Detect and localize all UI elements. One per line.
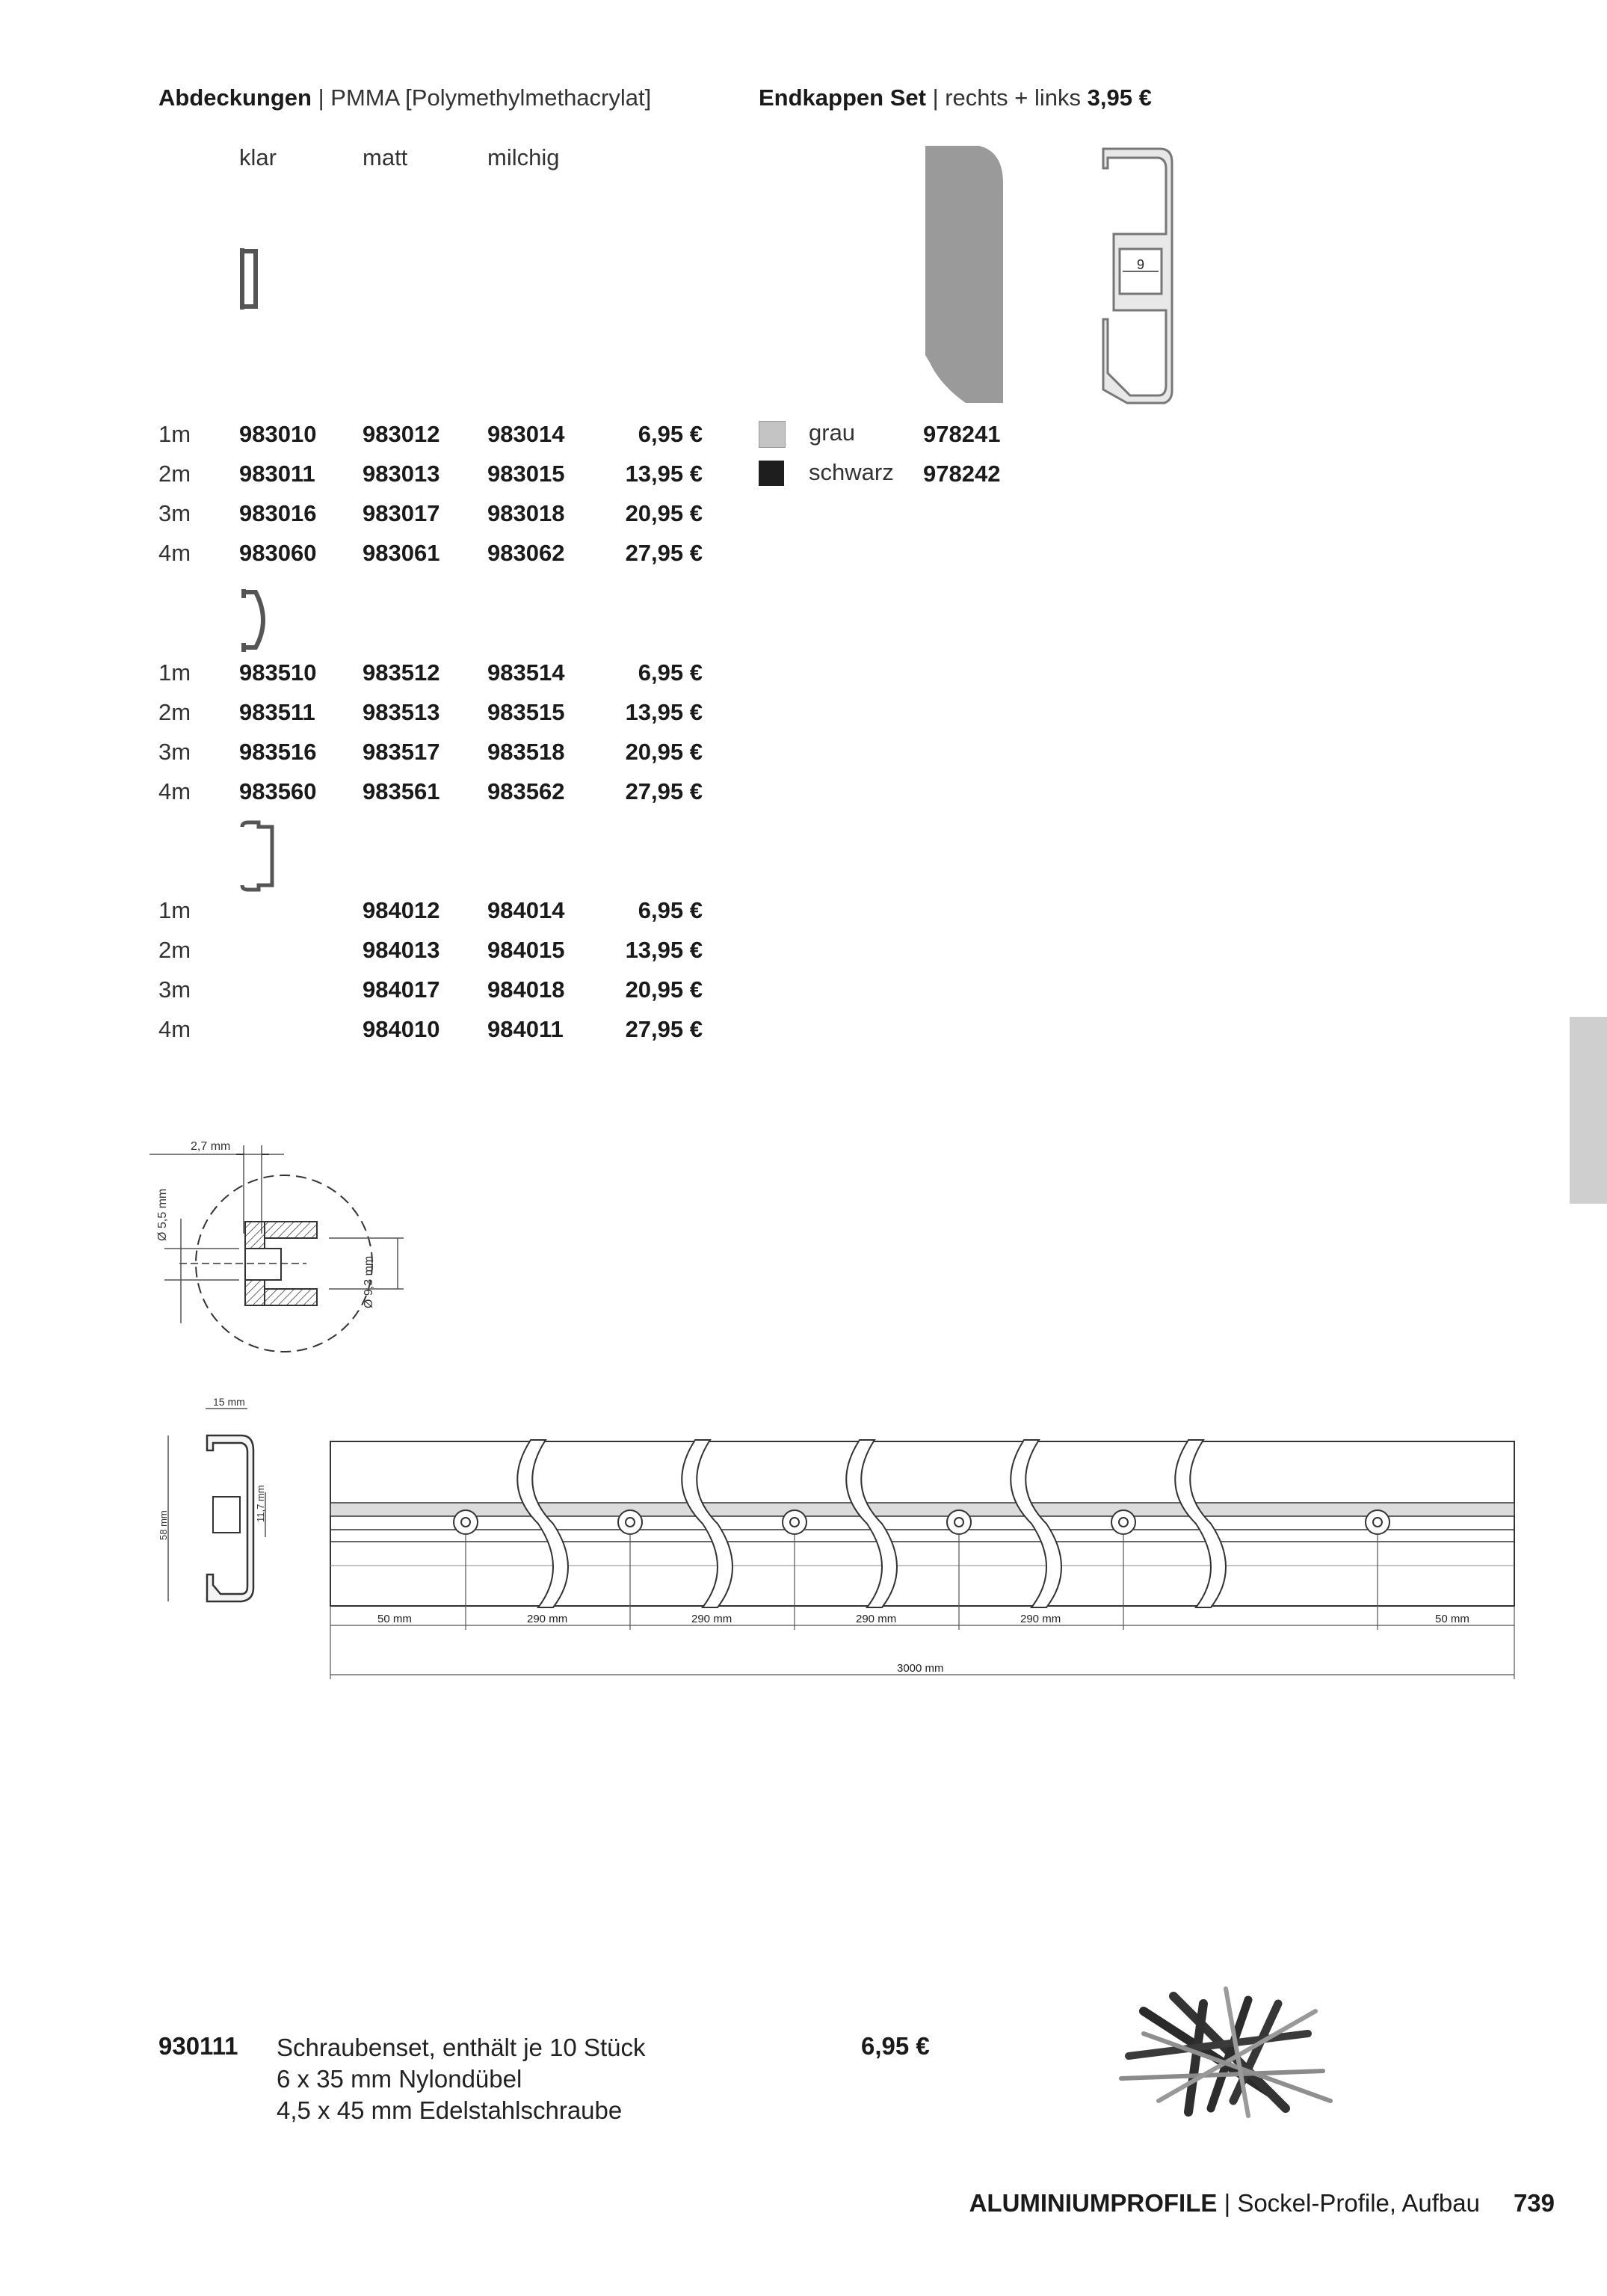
screw-set-image: [1099, 1981, 1353, 2123]
length-cell: 2m: [158, 461, 191, 487]
rail-profile-drawing: [153, 1398, 280, 1615]
milchig-code: 984015: [487, 937, 565, 963]
bracket-cover-profile-icon: [238, 819, 283, 893]
matt-code: 984013: [363, 937, 440, 963]
page-number: 739: [1513, 2189, 1555, 2217]
endcap-profile-drawing: [1097, 146, 1179, 407]
spacing-label: 50 mm: [377, 1613, 412, 1625]
price-cell: 6,95 €: [638, 421, 703, 447]
column-header-klar: klar: [239, 144, 277, 170]
inner-diameter-label: Ø 5,5 mm: [156, 1188, 169, 1241]
abdeckungen-subtitle: PMMA [Polymethylmethacrylat]: [330, 84, 652, 111]
price-cell: 6,95 €: [638, 659, 703, 686]
flat-cover-profile-icon: [238, 247, 268, 311]
price-cell: 20,95 €: [625, 500, 703, 526]
matt-code: 983517: [363, 739, 440, 765]
length-cell: 3m: [158, 739, 191, 765]
table-row: [158, 1016, 727, 1055]
spacing-label: 290 mm: [856, 1613, 897, 1625]
price-cell: 27,95 €: [625, 540, 703, 566]
milchig-code: 983515: [487, 699, 565, 725]
milchig-code: 983518: [487, 739, 565, 765]
rail-length-drawing: [329, 1434, 1517, 1688]
length-cell: 3m: [158, 500, 191, 526]
spacing-label: 290 mm: [691, 1613, 732, 1625]
klar-code: 983516: [239, 739, 317, 765]
milchig-code: 984014: [487, 897, 565, 923]
table-row: [158, 659, 727, 698]
length-cell: 1m: [158, 421, 191, 447]
matt-code: 984012: [363, 897, 440, 923]
table-row: [158, 976, 727, 1015]
abdeckungen-title: Abdeckungen: [158, 84, 312, 111]
matt-code: 983013: [363, 461, 440, 487]
footer-subcategory: Sockel-Profile, Aufbau: [1237, 2189, 1480, 2217]
groove-height-label: 11,7 mm: [255, 1485, 266, 1522]
milchig-code: 983014: [487, 421, 565, 447]
wall-thickness-label: 2,7 mm: [191, 1140, 231, 1153]
length-cell: 4m: [158, 540, 191, 566]
length-cell: 3m: [158, 976, 191, 1003]
endcap-side-image: [919, 146, 1009, 407]
matt-code: 983061: [363, 540, 440, 566]
footer-category: ALUMINIUMPROFILE | Sockel-Profile, Aufbau: [969, 2189, 1480, 2217]
screw-set-description: [277, 2032, 646, 2126]
endcap-dimension-label: 9: [1136, 257, 1145, 272]
length-cell: 1m: [158, 659, 191, 686]
length-cell: 2m: [158, 699, 191, 725]
spacing-label: 290 mm: [1020, 1613, 1061, 1625]
chapter-tab-marker: [1570, 1017, 1607, 1204]
profile-width-label: 15 mm: [213, 1398, 245, 1408]
curved-cover-profile-icon: [238, 588, 275, 653]
endkappen-heading: Endkappen Set | rechts + links 3,95 €: [759, 84, 1152, 111]
length-cell: 4m: [158, 1016, 191, 1042]
milchig-code: 983514: [487, 659, 565, 686]
price-cell: 20,95 €: [625, 976, 703, 1003]
milchig-code: 984011: [487, 1016, 564, 1042]
klar-code: 983510: [239, 659, 317, 686]
milchig-code: 983562: [487, 778, 565, 804]
table-row: [158, 461, 727, 499]
price-cell: 6,95 €: [638, 897, 703, 923]
matt-code: 983512: [363, 659, 440, 686]
price-cell: 27,95 €: [625, 778, 703, 804]
length-cell: 1m: [158, 897, 191, 923]
milchig-code: 983062: [487, 540, 565, 566]
price-cell: 27,95 €: [625, 1016, 703, 1042]
price-cell: 13,95 €: [625, 461, 703, 487]
endkappen-price: 3,95 €: [1087, 84, 1152, 111]
screw-set-line: Schraubenset, enthält je 10 Stück: [277, 2034, 646, 2061]
schwarz-swatch: [759, 461, 784, 486]
grau-label: grau: [809, 419, 856, 446]
grau-swatch: [759, 421, 786, 448]
table-row: [158, 540, 727, 579]
table-row: [158, 500, 727, 539]
milchig-code: 983015: [487, 461, 565, 487]
price-cell: 13,95 €: [625, 937, 703, 963]
klar-code: 983010: [239, 421, 317, 447]
milchig-code: 983018: [487, 500, 565, 526]
hole-detail-drawing: [149, 1129, 419, 1376]
endkappen-title: Endkappen Set: [759, 84, 926, 111]
klar-code: 983060: [239, 540, 317, 566]
matt-code: 984017: [363, 976, 440, 1003]
matt-code: 983012: [363, 421, 440, 447]
screw-set-price: 6,95 €: [861, 2032, 930, 2060]
klar-code: 983560: [239, 778, 317, 804]
table-row: [158, 778, 727, 817]
abdeckungen-heading: Abdeckungen | PMMA [Polymethylmethacrylat]: [158, 84, 652, 111]
klar-code: 983011: [239, 461, 315, 487]
spacing-label: 290 mm: [527, 1613, 568, 1625]
schwarz-code: 978242: [923, 461, 1001, 487]
endkappen-subtitle: rechts + links: [945, 84, 1081, 111]
matt-code: 983561: [363, 778, 440, 804]
screw-set-line: 4,5 x 45 mm Edelstahlschraube: [277, 2096, 623, 2124]
table-row: [158, 739, 727, 778]
milchig-code: 984018: [487, 976, 565, 1003]
length-cell: 4m: [158, 778, 191, 804]
matt-code: 984010: [363, 1016, 440, 1042]
table-row: [158, 897, 727, 936]
footer-category-title: ALUMINIUMPROFILE: [969, 2189, 1218, 2217]
klar-code: 983511: [239, 699, 315, 725]
length-cell: 2m: [158, 937, 191, 963]
outer-diameter-label: Ø 9,3 mm: [363, 1255, 375, 1308]
total-length-label: 3000 mm: [897, 1662, 944, 1675]
column-header-matt: matt: [363, 144, 408, 170]
price-cell: 20,95 €: [625, 739, 703, 765]
profile-height-label: 58 mm: [158, 1510, 169, 1540]
grau-code: 978241: [923, 421, 1001, 447]
spacing-label: 50 mm: [1435, 1613, 1469, 1625]
matt-code: 983017: [363, 500, 440, 526]
klar-code: 983016: [239, 500, 317, 526]
screw-set-line: 6 x 35 mm Nylondübel: [277, 2065, 522, 2093]
schwarz-label: schwarz: [809, 459, 894, 485]
price-cell: 13,95 €: [625, 699, 703, 725]
table-row: [158, 699, 727, 738]
matt-code: 983513: [363, 699, 440, 725]
column-header-milchig: milchig: [487, 144, 560, 170]
table-row: [158, 937, 727, 976]
screw-set-code: 930111: [158, 2032, 238, 2060]
table-row: [158, 421, 727, 460]
